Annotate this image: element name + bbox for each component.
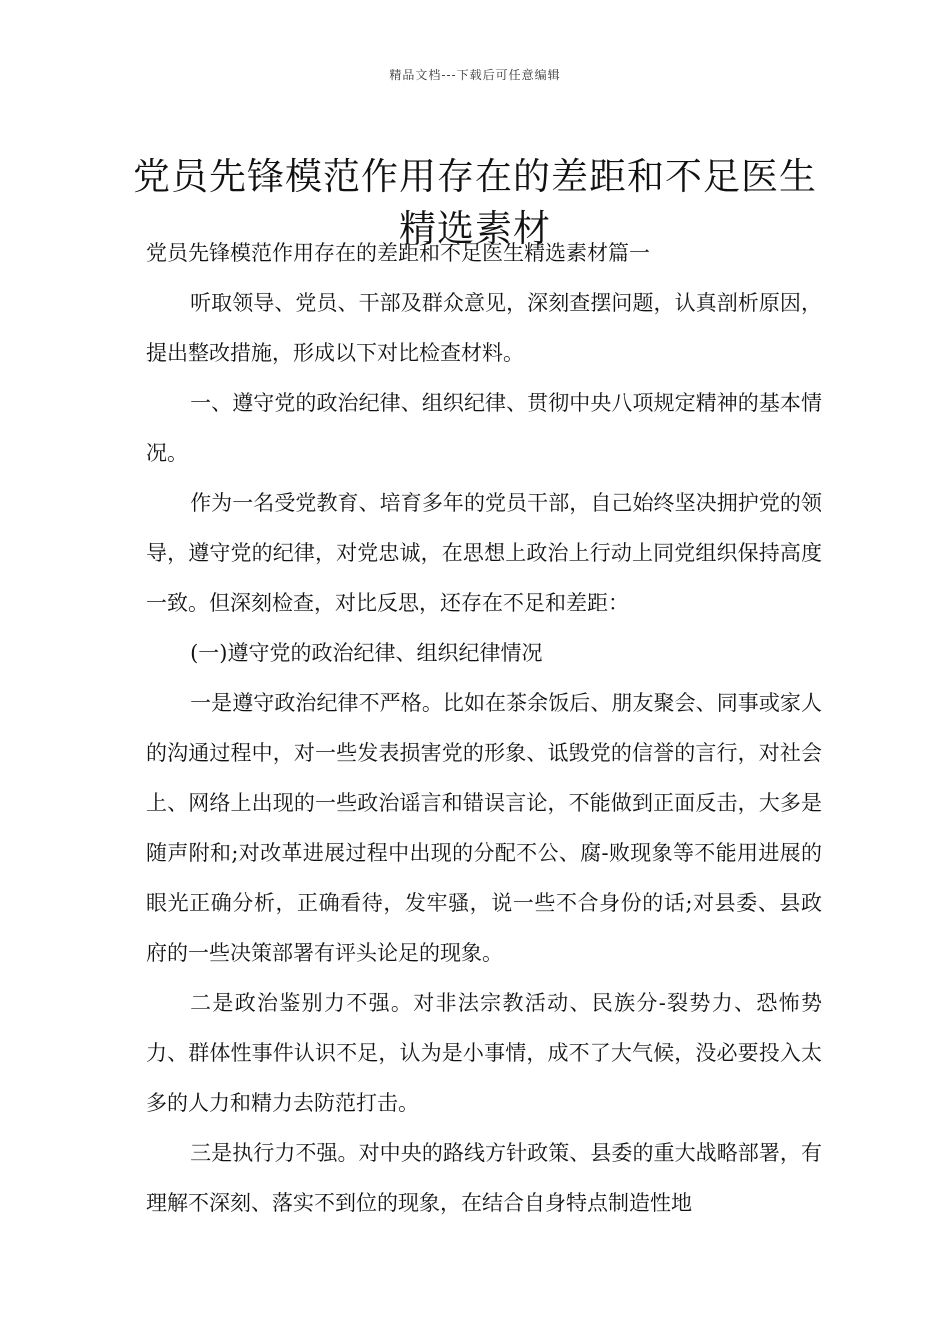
paragraph: 一是遵守政治纪律不严格。比如在茶余饭后、朋友聚会、同事或家人的沟通过程中，对一些发表损害党的形象、诋毁党的信誉的言行，对社会上、网络上出现的一些政治谣言和错误言论，不能做到正面反击，大多是随声附和;对改革进展过程中出现的分配不公、腐-败现象等不能用进展的眼光正确分析，正确看待，发牢骚，说一些不合身份的话;对县委、县政府的一些决策部署有评头论足的现象。 — [146, 691, 822, 965]
paragraph: 三是执行力不强。对中央的路线方针政策、县委的重大战略部署，有理解不深刻、落实不到位的现象，在结合自身特点制造性地 — [146, 1141, 822, 1215]
document-title: 党员先锋模范作用存在的差距和不足医生精选素材 — [133, 154, 817, 250]
document-body — [146, 228, 822, 1228]
paragraph: 一、遵守党的政治纪律、组织纪律、贯彻中央八项规定精神的基本情况。 — [146, 391, 822, 465]
header-note: 精品文档---下载后可任意编辑 — [389, 68, 561, 82]
paragraph: 作为一名受党教育、培育多年的党员干部，自己始终坚决拥护党的领导，遵守党的纪律，对党忠诚，在思想上政治上行动上同党组织保持高度一致。但深刻检查，对比反思，还存在不足和差距： — [146, 491, 822, 615]
paragraph: 二是政治鉴别力不强。对非法宗教活动、民族分-裂势力、恐怖势力、群体性事件认识不足，认为是小事情，成不了大气候，没必要投入太多的人力和精力去防范打击。 — [146, 991, 822, 1115]
subheading: (一)遵守党的政治纪律、组织纪律情况 — [190, 641, 543, 665]
section-heading: 党员先锋模范作用存在的差距和不足医生精选素材篇一 — [146, 241, 650, 265]
paragraph: 听取领导、党员、干部及群众意见，深刻查摆问题，认真剖析原因，提出整改措施，形成以下对比检查材料。 — [146, 291, 822, 365]
